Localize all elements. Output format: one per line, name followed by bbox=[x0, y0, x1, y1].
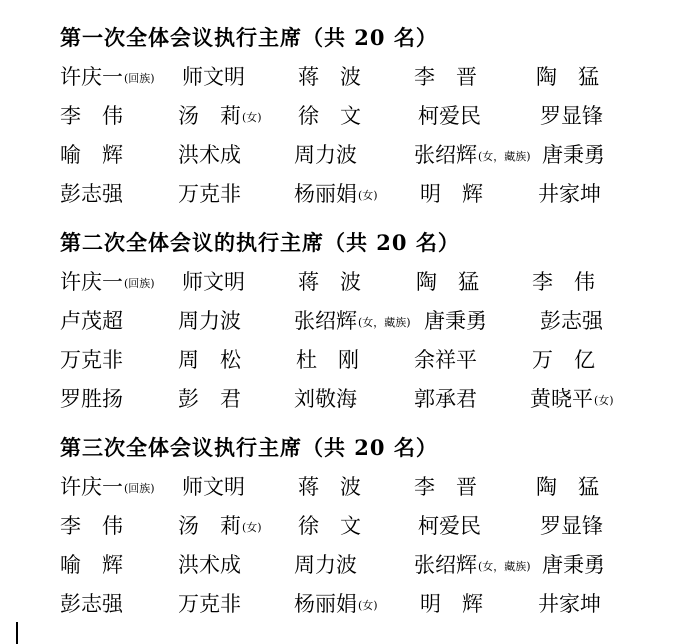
person-name: 陶 猛 bbox=[536, 65, 599, 89]
name-entry bbox=[178, 548, 242, 582]
person-name: 洪术成 bbox=[178, 143, 241, 167]
name-row bbox=[0, 470, 692, 504]
name-entry bbox=[60, 548, 124, 582]
name-row bbox=[0, 304, 692, 338]
person-name: 明 辉 bbox=[420, 592, 483, 616]
name-row bbox=[0, 60, 692, 94]
name-entry bbox=[60, 382, 124, 416]
person-name: 杨丽娟 bbox=[294, 182, 357, 206]
person-name: 井家坤 bbox=[538, 592, 601, 616]
name-entry bbox=[542, 138, 606, 172]
person-name: 师文明 bbox=[182, 475, 245, 499]
name-entry bbox=[538, 587, 602, 621]
name-note: (女) bbox=[358, 599, 378, 612]
person-name: 张绍辉 bbox=[414, 553, 477, 577]
name-note: (女，藏族) bbox=[478, 150, 531, 163]
person-name: 师文明 bbox=[182, 270, 245, 294]
name-note: (回族) bbox=[124, 277, 155, 290]
name-row bbox=[0, 177, 692, 211]
person-name: 唐秉勇 bbox=[542, 553, 605, 577]
person-name: 罗显锋 bbox=[540, 104, 603, 128]
person-name: 张绍辉 bbox=[414, 143, 477, 167]
person-name: 柯爱民 bbox=[418, 514, 481, 538]
person-name: 陶 猛 bbox=[536, 475, 599, 499]
name-note: (回族) bbox=[124, 482, 155, 495]
name-entry bbox=[416, 265, 480, 299]
name-entry bbox=[294, 177, 378, 211]
person-name: 喻 辉 bbox=[60, 553, 123, 577]
person-name: 井家坤 bbox=[538, 182, 601, 206]
name-row bbox=[0, 548, 692, 582]
name-row bbox=[0, 99, 692, 133]
person-name: 周 松 bbox=[178, 348, 241, 372]
person-name: 杨丽娟 bbox=[294, 592, 357, 616]
person-name: 万克非 bbox=[178, 182, 241, 206]
person-name: 汤 莉 bbox=[178, 104, 241, 128]
person-name: 万 亿 bbox=[532, 348, 595, 372]
name-note: (女，藏族) bbox=[358, 316, 411, 329]
name-note: (女) bbox=[358, 189, 378, 202]
name-entry bbox=[60, 304, 124, 338]
name-entry bbox=[536, 60, 600, 94]
name-note: (回族) bbox=[124, 72, 155, 85]
person-name: 余祥平 bbox=[414, 348, 477, 372]
name-entry bbox=[414, 60, 478, 94]
person-name: 周力波 bbox=[294, 143, 357, 167]
name-entry bbox=[298, 265, 362, 299]
name-row bbox=[0, 509, 692, 543]
person-name: 李 晋 bbox=[414, 65, 477, 89]
person-name: 喻 辉 bbox=[60, 143, 123, 167]
person-name: 唐秉勇 bbox=[424, 309, 487, 333]
name-entry bbox=[414, 548, 531, 582]
name-entry bbox=[60, 509, 124, 543]
person-name: 汤 莉 bbox=[178, 514, 241, 538]
person-name: 郭承君 bbox=[414, 387, 477, 411]
person-name: 许庆一 bbox=[60, 475, 123, 499]
name-entry bbox=[60, 99, 124, 133]
person-name: 罗胜扬 bbox=[60, 387, 123, 411]
name-entry bbox=[60, 60, 155, 94]
name-entry bbox=[294, 548, 358, 582]
name-entry bbox=[60, 470, 155, 504]
session-2-title: 第二次全体会议的执行主席（共 20 名） bbox=[60, 230, 460, 255]
name-entry bbox=[178, 587, 242, 621]
person-name: 万克非 bbox=[60, 348, 123, 372]
name-entry bbox=[182, 265, 246, 299]
name-entry bbox=[60, 587, 124, 621]
name-row bbox=[0, 343, 692, 377]
name-row bbox=[0, 138, 692, 172]
name-entry bbox=[540, 304, 604, 338]
name-entry bbox=[178, 177, 242, 211]
person-name: 洪术成 bbox=[178, 553, 241, 577]
person-name: 陶 猛 bbox=[416, 270, 479, 294]
text-cursor bbox=[16, 622, 18, 644]
name-entry bbox=[182, 60, 246, 94]
person-name: 明 辉 bbox=[420, 182, 483, 206]
name-entry bbox=[414, 343, 478, 377]
name-entry bbox=[178, 382, 242, 416]
name-entry bbox=[414, 470, 478, 504]
person-name: 彭志强 bbox=[540, 309, 603, 333]
name-row bbox=[0, 265, 692, 299]
person-name: 蒋 波 bbox=[298, 475, 361, 499]
name-entry bbox=[294, 304, 411, 338]
person-name: 罗显锋 bbox=[540, 514, 603, 538]
name-entry bbox=[60, 138, 124, 172]
session-1-title: 第一次全体会议执行主席（共 20 名） bbox=[60, 25, 438, 50]
person-name: 李 伟 bbox=[60, 514, 123, 538]
name-note: (女，藏族) bbox=[478, 560, 531, 573]
name-entry bbox=[182, 470, 246, 504]
person-name: 李 伟 bbox=[60, 104, 123, 128]
person-name: 杜 刚 bbox=[296, 348, 359, 372]
name-note: (女) bbox=[242, 111, 262, 124]
name-entry bbox=[294, 587, 378, 621]
person-name: 黄晓平 bbox=[530, 387, 593, 411]
name-entry bbox=[178, 343, 242, 377]
person-name: 万克非 bbox=[178, 592, 241, 616]
session-3-title: 第三次全体会议执行主席（共 20 名） bbox=[60, 435, 438, 460]
person-name: 张绍辉 bbox=[294, 309, 357, 333]
name-entry bbox=[542, 548, 606, 582]
person-name: 彭志强 bbox=[60, 592, 123, 616]
name-entry bbox=[540, 509, 604, 543]
name-entry bbox=[414, 138, 531, 172]
person-name: 徐 文 bbox=[298, 104, 361, 128]
name-entry bbox=[538, 177, 602, 211]
name-entry bbox=[178, 304, 242, 338]
person-name: 李 伟 bbox=[532, 270, 595, 294]
person-name: 彭志强 bbox=[60, 182, 123, 206]
name-row bbox=[0, 587, 692, 621]
name-entry bbox=[60, 343, 124, 377]
name-entry bbox=[420, 177, 484, 211]
name-entry bbox=[418, 99, 482, 133]
name-entry bbox=[178, 99, 262, 133]
name-entry bbox=[424, 304, 488, 338]
person-name: 师文明 bbox=[182, 65, 245, 89]
person-name: 徐 文 bbox=[298, 514, 361, 538]
name-entry bbox=[296, 343, 360, 377]
name-row bbox=[0, 382, 692, 416]
person-name: 柯爱民 bbox=[418, 104, 481, 128]
name-entry bbox=[298, 470, 362, 504]
person-name: 周力波 bbox=[178, 309, 241, 333]
name-entry bbox=[178, 138, 242, 172]
name-entry bbox=[298, 509, 362, 543]
name-entry bbox=[540, 99, 604, 133]
name-entry bbox=[60, 265, 155, 299]
name-entry bbox=[532, 343, 596, 377]
name-entry bbox=[60, 177, 124, 211]
name-entry bbox=[532, 265, 596, 299]
person-name: 蒋 波 bbox=[298, 65, 361, 89]
name-entry bbox=[298, 60, 362, 94]
person-name: 唐秉勇 bbox=[542, 143, 605, 167]
name-entry bbox=[294, 138, 358, 172]
person-name: 李 晋 bbox=[414, 475, 477, 499]
name-entry bbox=[414, 382, 478, 416]
name-note: (女) bbox=[594, 394, 614, 407]
person-name: 刘敬海 bbox=[294, 387, 357, 411]
person-name: 卢茂超 bbox=[60, 309, 123, 333]
person-name: 许庆一 bbox=[60, 270, 123, 294]
person-name: 彭 君 bbox=[178, 387, 241, 411]
name-entry bbox=[530, 382, 614, 416]
name-entry bbox=[294, 382, 358, 416]
person-name: 蒋 波 bbox=[298, 270, 361, 294]
name-entry bbox=[178, 509, 262, 543]
name-entry bbox=[418, 509, 482, 543]
name-note: (女) bbox=[242, 521, 262, 534]
name-entry bbox=[298, 99, 362, 133]
person-name: 周力波 bbox=[294, 553, 357, 577]
name-entry bbox=[536, 470, 600, 504]
person-name: 许庆一 bbox=[60, 65, 123, 89]
name-entry bbox=[420, 587, 484, 621]
